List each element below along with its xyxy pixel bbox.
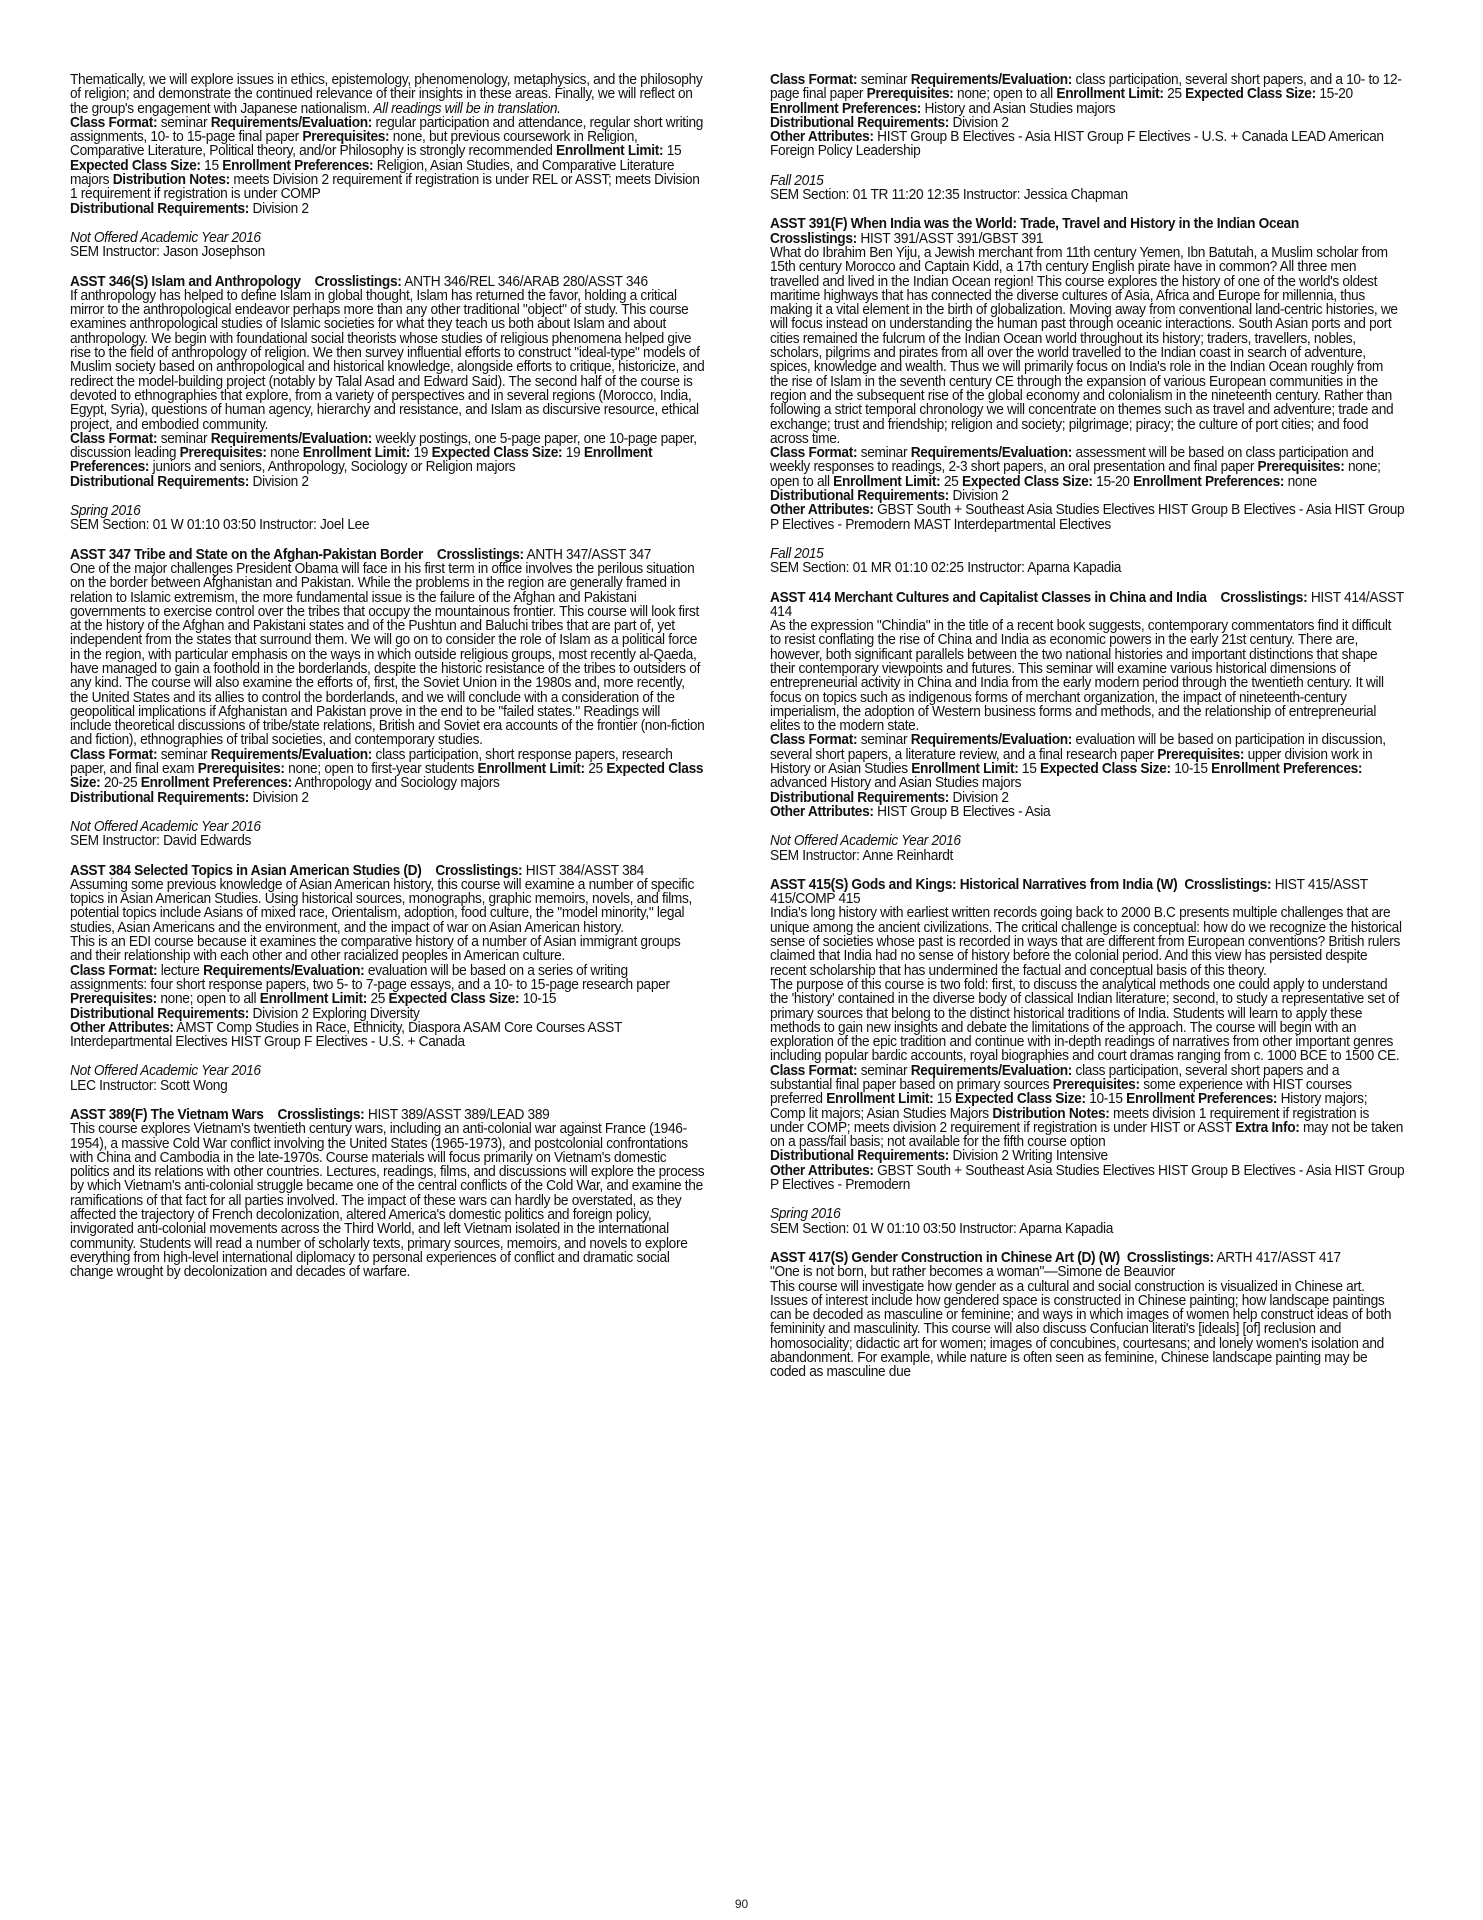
course-details: Class Format: seminar Requirements/Evaluation: assessment will be based on class participation and weekly responses to readings, 2-3 short papers, an oral presentation and final paper Prerequisites: none; open to all Enrollment Limit: 25 Expected Class Size: 15-20 Enrollment Preferences: none [770,445,1381,490]
term-info: Spring 2016 SEM Section: 01 W 01:10 03:50 Instructor: Joel Lee [70,503,370,534]
other-attributes: Other Attributes: HIST Group B Electives - Asia [770,803,1051,820]
distribution-requirements: Distributional Requirements: Division 2 [770,789,1009,806]
distribution-requirements: Distributional Requirements: Division 2 [770,114,1009,131]
course-details: Class Format: seminar Requirements/Evaluation: evaluation will be based on participation in discussion, several short papers, a literature review, and a final research paper Prerequisites: upper division work in History or Asian Studies Enrollment Limit: 15 Expected Class Size: 10-15 Enrollment Preferences: advanced History and Asian Studies majors [770,732,1386,792]
course-description: This course will investigate how gender as a cultural and social construction is visualized in Chinese art. Issues of interest include how gendered space is constructed in Chinese painting; how landscape paintings can be decoded as masculine or feminine; and ways in which images of women help construct ideas of both femininity and masculinity. This course will also discuss Confucian literati's [ideals] [of] reclusion and homosociality; didactic art for women; images of concubines, courtesans; and lonely women's isolation and abandonment. For example, while nature is often seen as feminine, Chinese landscape painting may be coded as masculine due [770,1278,1392,1381]
course-asst-415 [770,878,1405,1193]
term-info: Not Offered Academic Year 2016 SEM Instructor: Anne Reinhardt [770,833,961,864]
course-details: Class Format: seminar Requirements/Evaluation: class participation, several short papers and a substantial final paper based on primary sources Prerequisites: some experience with HIST courses preferred Enrollment Limit: 15 Expected Class Size: 10-15 Enrollment Preferences: History majors; Comp lit majors; Asian Studies Majors Distribution Notes: meets division 1 requirement if registration is under COMP; meets division 2 requirement if registration is under HIST or ASST Extra Info: may not be taken on a pass/fail basis; not available for the fifth course option [770,1062,1404,1151]
term-info: Not Offered Academic Year 2016 SEM Instructor: David Edwards [70,818,261,850]
course-title: ASST 384 Selected Topics in Asian American Studies (D) Crosslistings: HIST 384/ASST 384 [70,862,644,879]
course-description: This is an EDI course because it examines the comparative history of a number of Asian immigrant groups and their relationship with each other and other racialized peoples in American culture. [70,934,681,965]
course-title: ASST 414 Merchant Cultures and Capitalist Classes in China and India Crosslistings: HIST 414/ASST 414 [770,589,1404,620]
distribution-requirements: Distributional Requirements: Division 2 [70,200,309,217]
term-info: Fall 2015 SEM Section: 01 TR 11:20 12:35 Instructor: Jessica Chapman [770,172,1128,204]
course-quote: "One is not born, but rather becomes a woman"—Simone de Beauvior [770,1264,1176,1281]
course-details: Class Format: seminar Requirements/Evaluation: weekly postings, one 5-page paper, one 10-page paper, discussion leading Prerequisites: none Enrollment Limit: 19 Expected Class Size: 19 Enrollment Preferences: juniors and seniors, Anthropology, Sociology or Religion majors [70,430,697,476]
course-title: ASST 389(F) The Vietnam Wars Crosslistings: HIST 389/ASST 389/LEAD 389 [70,1107,550,1123]
course-asst-417 [770,1251,1405,1380]
distribution-requirements: Distributional Requirements: Division 2 [70,789,309,806]
course-title: ASST 346(S) Islam and Anthropology Crosslistings: ANTH 346/REL 346/ARAB 280/ASST 346 [70,273,648,290]
course-details: Class Format: seminar Requirements/Evaluation: class participation, short response papers, research paper, and final exam Prerequisites: none; open to first-year students Enrollment Limit: 25 Expected Class Size: 20-25 Enrollment Preferences: Anthropology and Sociology majors [70,746,704,792]
term-info: Not Offered Academic Year 2016 LEC Instructor: Scott Wong [70,1063,261,1094]
course-description: If anthropology has helped to define Islam in global thought, Islam has returned the favor, holding a critical mirror to the anthropological endeavor perhaps more than any other traditional "object" of study. This course examines anthropological studies of Islamic societies for what they teach us both about Islam and about anthropology. We begin with foundational social theorists whose studies of religious phenomena helped give rise to the field of anthropology of religion. We then survey influential efforts to construct "ideal-type" models of Muslim society based on anthropological and historical knowledge, alongside efforts to critique, historicize, and redirect the model-building project (notably by Talal Asad and Edward Said). The second half of the course is devoted to ethnographies that explore, from a variety of perspectives and in several regions (Morocco, India, Egypt, Syria), questions of human agency, hierarchy and resistance, and Islam as discursive resource, ethical project, and embodied community. [70,287,705,433]
course-asst-391 [770,217,1405,532]
term-info: Spring 2016 SEM Section: 01 W 01:10 03:50 Instructor: Aparna Kapadia [770,1206,1114,1237]
course-crosslistings: Crosslistings: HIST 391/ASST 391/GBST 391 [770,230,1044,247]
term-info: Fall 2015 SEM Section: 01 MR 01:10 02:25 Instructor: Aparna Kapadia [770,545,1122,577]
course-description: This course explores Vietnam's twentieth century wars, including an anti-colonial war against France (1946-1954), a massive Cold War conflict involving the United States (1965-1973), and postcolonial confrontations with China and Cambodia in the late-1970s. Course materials will focus primarily on Vietnam's domestic politics and its relations with other countries. Lectures, readings, films, and discussions will explore the process by which Vietnam's anti-colonial struggle became one of the central conflicts of the Cold War, and examine the ramifications of that fact for all parties involved. The impact of these wars can hardly be overstated, as they affected the trajectory of French decolonization, altered America's domestic politics and foreign policy, invigorated anti-colonial movements across the Third World, and left Vietnam isolated in the international community. Students will read a number of scholarly texts, primary sources, memoirs, and novels to explore everything from high-level international diplomacy to personal experiences of conflict and dramatic social change wrought by decolonization and decades of warfare. [70,1121,705,1281]
distribution-requirements: Distributional Requirements: Division 2 [70,473,309,490]
course-description: As the expression "Chindia" in the title of a recent book suggests, contemporary commentators find it difficult to resist conflating the rise of China and India as economic powers in the early 21st century. There are, however, both significant parallels between the two national histories and important distinctions that shape their contemporary viewpoints and futures. This seminar will examine various historical dimensions of entrepreneurial activity in China and India from the early modern period through the twentieth century. It will focus on topics such as indigenous forms of merchant organization, the impact of nineteenth-century imperialism, the adoption of Western business forms and methods, and the relationship of entrepreneurial elites to the modern state. [770,618,1392,735]
course-description: India's long history with earliest written records going back to 2000 B.C presents multiple challenges that are unique among the ancient civilizations. The critical challenge is conceptual: how do we recognize the historical sense of societies whose past is recorded in ways that are different from European conventions? British rulers claimed that India had no sense of history before the colonial period. And this view has persisted despite recent scholarship that has undermined the factual and conceptual basis of this theory. [770,905,1402,979]
other-attributes: Other Attributes: GBST South + Southeast Asia Studies Electives HIST Group B Electives - Asia HIST Group P Electives - Premodern MAST Interdepartmental Electives [770,502,1405,533]
right-column [770,73,1405,1395]
other-attributes: Other Attributes: GBST South + Southeast Asia Studies Electives HIST Group B Electives - Asia HIST Group P Electives - Premodern [770,1162,1405,1194]
term-info: Not Offered Academic Year 2016 SEM Instructor: Jason Josephson [70,229,265,261]
course-details: Class Format: seminar Requirements/Evaluation: regular participation and attendance, regular short writing assignments, 10- to 15-page final paper Prerequisites: none, but previous coursework in Religion, Comparative Literature, Political theory, and/or Philosophy is strongly recommended Enrollment Limit: 15 Expected Class Size: 15 Enrollment Preferences: Religion, Asian Studies, and Comparative Literature majors Distribution Notes: meets Division 2 requirement if registration is under REL or ASST; meets Division 1 requirement if registration is under COMP [70,114,704,203]
course-asst-346 [70,275,705,489]
distribution-requirements: Distributional Requirements: Division 2 [770,488,1009,505]
course-title: ASST 391(F) When India was the World: Trade, Travel and History in the Indian Ocean [770,216,1299,233]
course-title: ASST 415(S) Gods and Kings: Historical Narratives from India (W) Crosslistings: HIST 415/ASST 415/COMP 415 [770,876,1368,908]
course-title: ASST 347 Tribe and State on the Afghan-Pakistan Border Crosslistings: ANTH 347/ASST 347 [70,546,652,563]
course-description: Assuming some previous knowledge of Asian American history, this course will examine a number of specific topics in Asian American Studies. Using historical sources, monographs, graphic memoirs, novels, and films, potential topics include Asians of mixed race, Orientalism, adoption, food culture, the "model minority," legal studies, Asian Americans and the environment, and the impact of war on Asian American history. [70,876,694,936]
other-attributes: Other Attributes: HIST Group B Electives - Asia HIST Group F Electives - U.S. + Canada LEAD American Foreign Policy Leadership [770,129,1384,160]
course-details: Class Format: seminar Requirements/Evaluation: class participation, several short papers, and a 10- to 12-page final paper Prerequisites: none; open to all Enrollment Limit: 25 Expected Class Size: 15-20 Enrollment Preferences: History and Asian Studies majors [770,72,1402,117]
left-column [70,73,705,1295]
distribution-requirements: Distributional Requirements: Division 2 Writing Intensive [770,1148,1108,1165]
course-asst-389-continued [770,73,1405,159]
course-asst-414 [770,591,1405,820]
course-description: The purpose of this course is two fold: first, to discuss the analytical methods one could apply to understand the 'history' contained in the diverse body of classical Indian literature; second, to study a representative set of primary sources that belong to the distinct historical traditions of India. Students will learn to apply these methods to gain new insights and debate the limitations of the approach. The course will begin with an exploration of the epic tradition and continue with in-depth readings of narratives from other important genres including popular bardic accounts, royal biographies and court dramas ranging from c. 1000 BCE to 1500 CE. [770,976,1400,1065]
distribution-requirements: Distributional Requirements: Division 2 Exploring Diversity [70,1005,420,1022]
course-details: Class Format: lecture Requirements/Evaluation: evaluation will be based on a series of writing assignments: four short response papers, two 5- to 7-page essays, and a 10- to 15-page research paper Prerequisites: none; open to all Enrollment Limit: 25 Expected Class Size: 10-15 [70,962,670,1008]
course-asst-389 [70,1108,705,1280]
course-description: One of the major challenges President Obama will face in his first term in office involves the perilous situation on the border between Afghanistan and Pakistan. While the problems in the region are generally framed in relation to Islamic extremism, the more fundamental issue is the failure of the Afghan and Pakistani governments to exercise control over the tribes that occupy the mountainous frontier. This course will look first at the history of the Afghan and Pakistani states and of the Pushtun and Baluchi tribes that are part of, yet independent from the states that surround them. We will go on to consider the role of Islam as a political force in the region, with particular emphasis on the ways in which outside religious groups, most recently al-Qaeda, have managed to gain a foothold in the borderlands, despite the historic resistance of the tribes to outsiders of any kind. The course will also examine the efforts of, first, the Soviet Union in the 1980s and, more recently, the United States and its allies to control the borderlands, and we will conclude with a consideration of the geopolitical implications if Afghanistan and Pakistan prove in the end to be "failed states." Readings will include theoretical discussions of tribe/state relations, British and Soviet era accounts of the frontier (non-fiction and fiction), ethnographies of tribal societies, and contemporary studies. [70,560,705,749]
course-title: ASST 417(S) Gender Construction in Chinese Art (D) (W) Crosslistings: ARTH 417/ASST 417 [770,1249,1341,1266]
other-attributes: Other Attributes: AMST Comp Studies in Race, Ethnicity, Diaspora ASAM Core Courses ASST Interdepartmental Electives HIST Group F Electives - U.S. + Canada [70,1019,622,1051]
course-description: What do Ibrahim Ben Yiju, a Jewish merchant from 11th century Yemen, Ibn Batutah, a Muslim scholar from 15th century Morocco and Captain Kidd, a 17th century English pirate have in common? All three men travelled and lived in the Indian Ocean region! This course explores the history of one of the world's oldest maritime highways that has connected the diverse cultures of Asia, Africa and Europe for millennia, thus making it a vital element in the birth of globalization. Moving away from conventional land-centric histories, we will focus instead on understanding the human past through oceanic interactions. South Asian ports and port cities remained the fulcrum of the Indian Ocean world throughout its history; traders, travellers, nobles, scholars, pilgrims and pirates from all over the world travelled to the Indian coast in search of adventure, spices, knowledge and wealth. Thus we will primarily focus on India's role in the Indian Ocean roughly from the rise of Islam in the seventh century CE through the expansion of various European communities in the region and the subsequent rise of the global economy and colonialism in the nineteenth century. Rather than following a strict temporal chronology we will concentrate on themes such as travel and adventure; trade and exchange; trust and friendship; religion and society; pilgrimage; piracy; the culture of port cities; and food across time. [770,244,1398,447]
page-number: 90 [734,1897,749,1911]
course-intro-continued [70,73,705,216]
course-asst-384 [70,864,705,1050]
course-description: Thematically, we will explore issues in ethics, epistemology, phenomenology, metaphysics, and the philosophy of religion; and demonstrate the continued relevance of their insights in these areas. Finally, we will reflect on the group's engagement with Japanese nationalism. All readings will be in translation. [70,72,703,117]
course-asst-347 [70,548,705,805]
